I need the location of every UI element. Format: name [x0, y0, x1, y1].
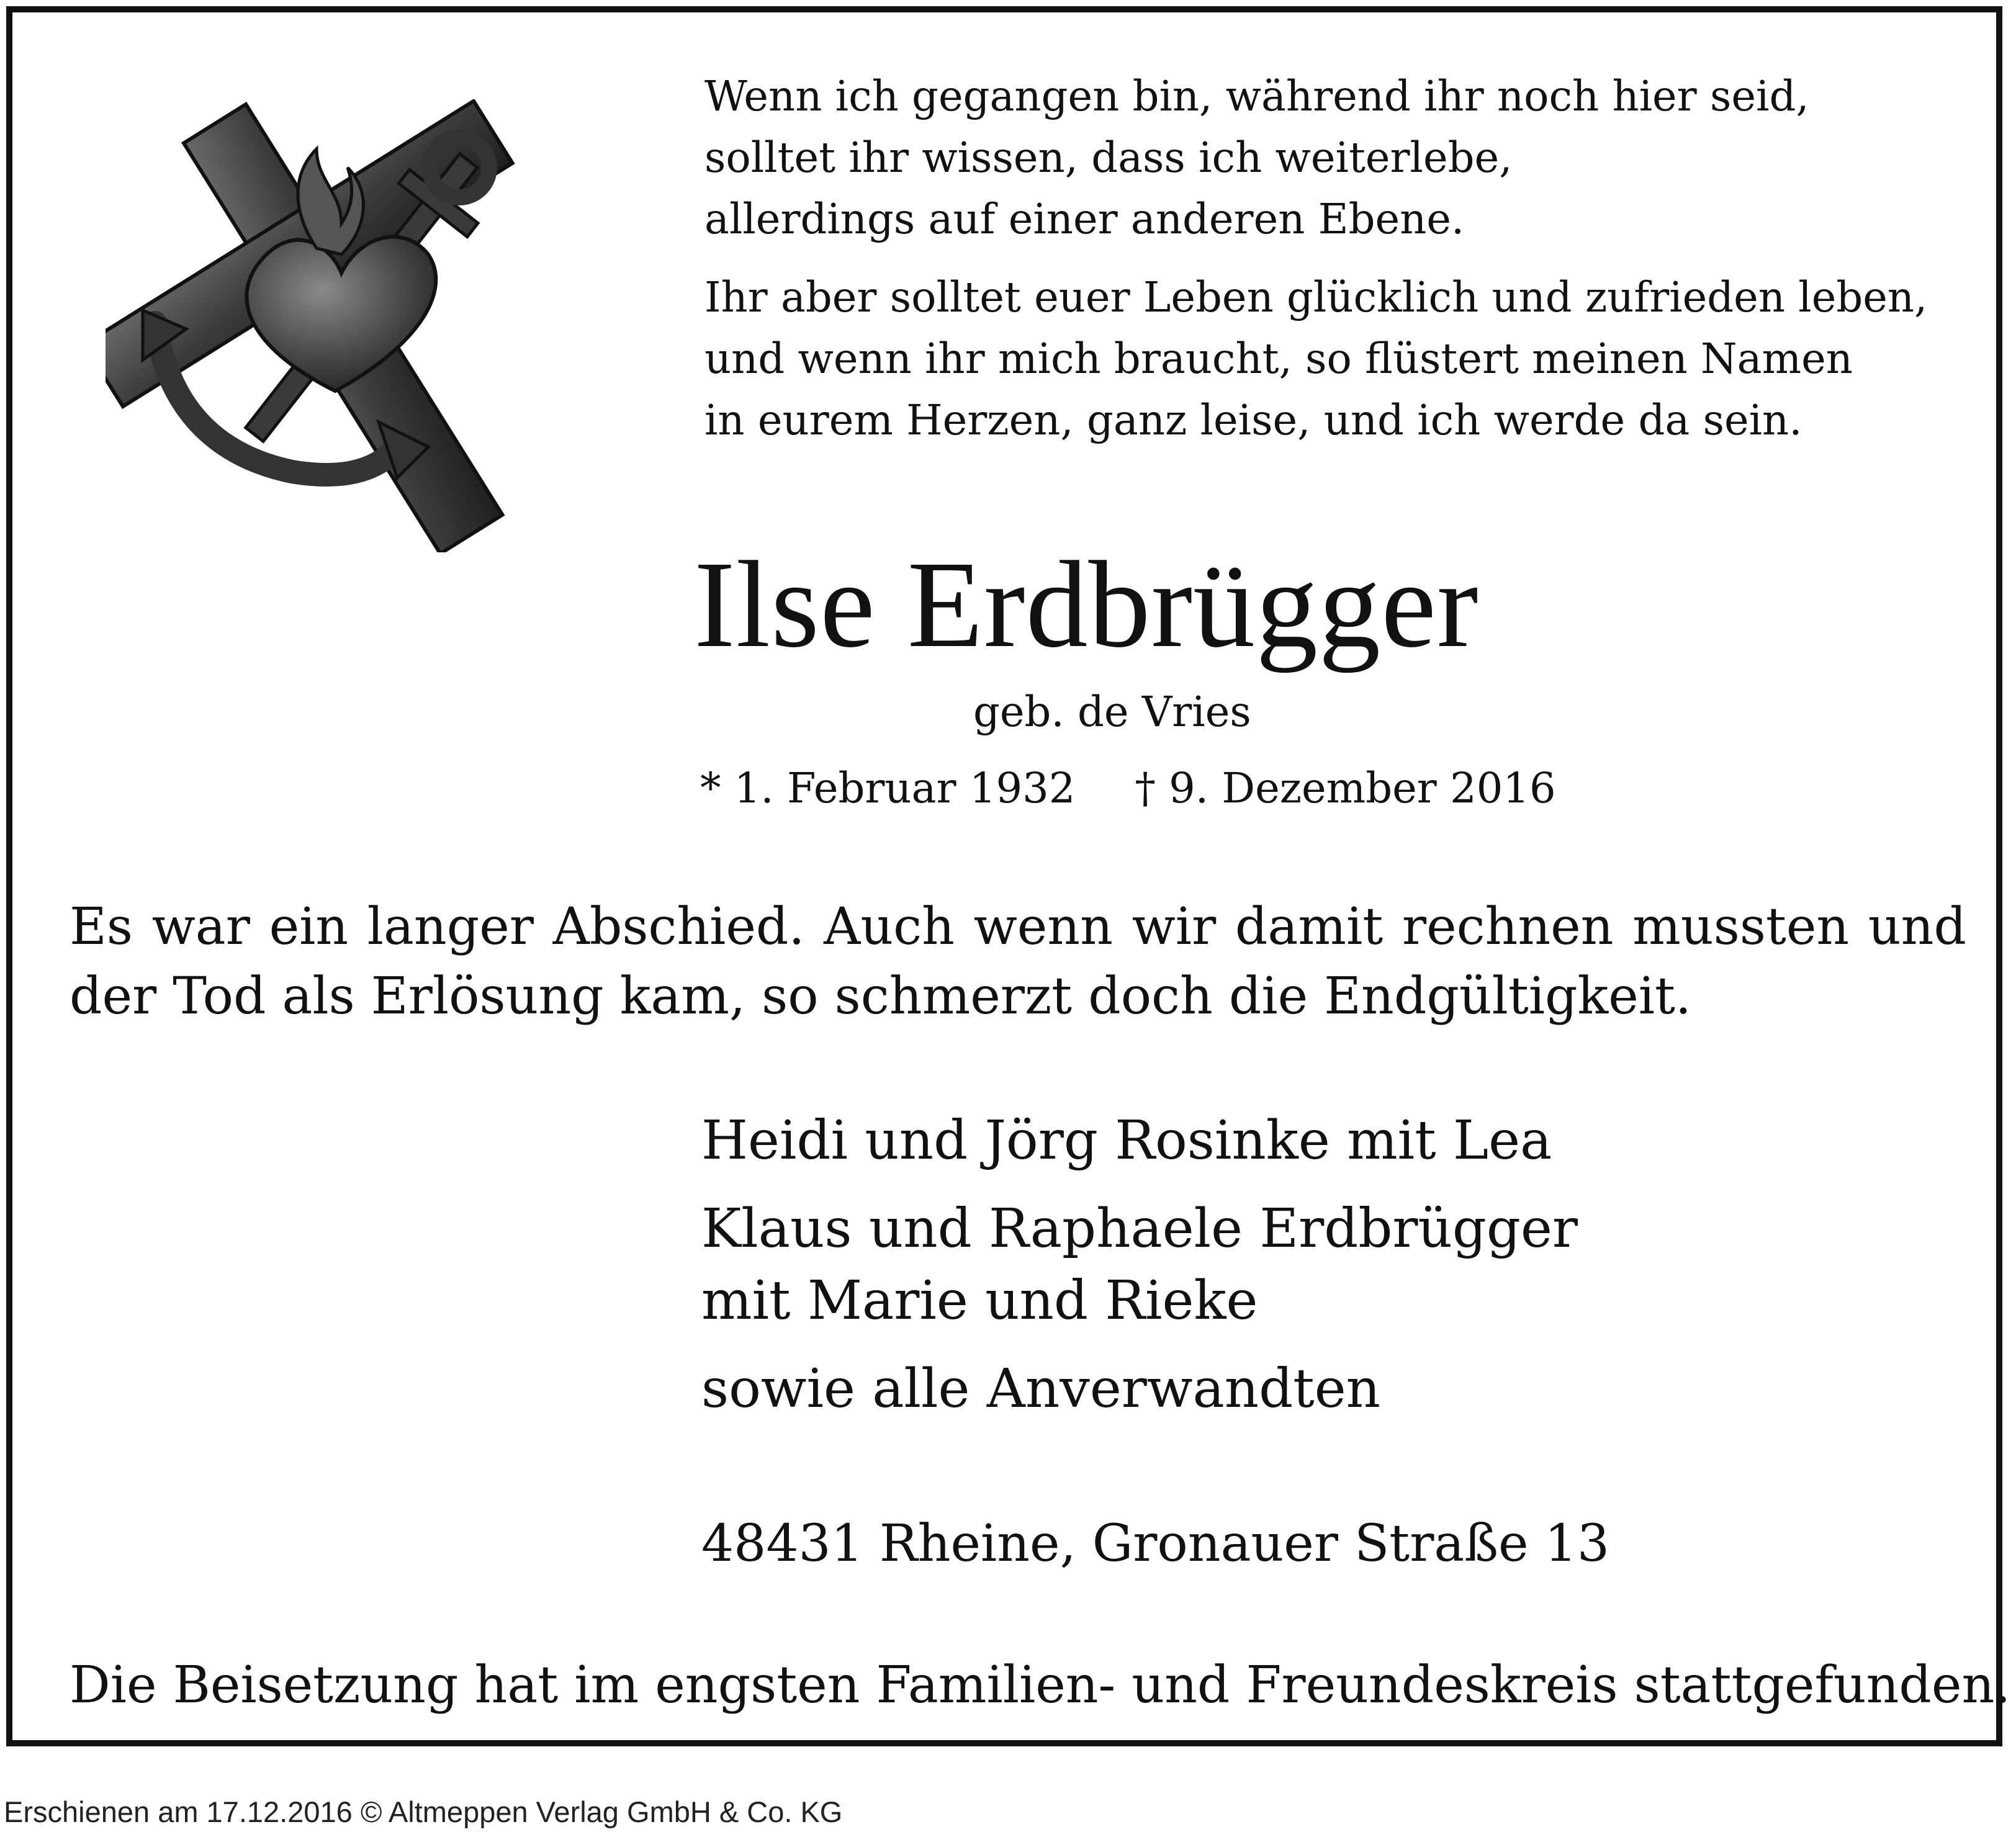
poem-stanza-2 [704, 267, 1996, 451]
poem-line: Ihr aber solltet euer Leben glücklich und zufrieden leben, [704, 273, 1928, 321]
family-address: 48431 Rheine, Gronauer Straße 13 [701, 1514, 1609, 1573]
birth-date: * 1. Februar 1932 [700, 764, 1076, 812]
mourners-list [701, 1105, 1578, 1425]
poem-line: allerdings auf einer anderen Ebene. [704, 195, 1465, 243]
mourner-line: mit Marie und Rieke [701, 1270, 1258, 1332]
mourner-line: Klaus und Raphaele Erdbrügger [701, 1198, 1578, 1260]
cross-anchor-heart-icon [106, 99, 577, 552]
life-dates [700, 760, 1556, 816]
deceased-name: Ilse Erdbrügger [694, 536, 1479, 673]
publication-footer: Erschienen am 17.12.2016 © Altmeppen Verlag GmbH & Co. KG [4, 1795, 843, 1828]
maiden-name: geb. de Vries [973, 688, 1251, 736]
burial-note: Die Beisetzung hat im engsten Familien- und Freundeskreis stattgefunden. [70, 1656, 2011, 1715]
farewell-text: Es war ein langer Abschied. Auch wenn wir damit rechnen mussten und der Tod als Erlösung kam, so schmerzt doch die Endgültigkeit. [70, 897, 1966, 1026]
poem-line: solltet ihr wissen, dass ich weiterlebe, [704, 133, 1513, 182]
death-date: † 9. Dezember 2016 [1135, 764, 1556, 812]
memorial-poem [704, 66, 1996, 451]
poem-stanza-1 [704, 66, 1996, 250]
mourner-line: sowie alle Anverwandten [701, 1358, 1381, 1420]
poem-line: in eurem Herzen, ganz leise, und ich werde da sein. [704, 396, 1802, 444]
mourner-line: Heidi und Jörg Rosinke mit Lea [701, 1110, 1552, 1172]
poem-line: Wenn ich gegangen bin, während ihr noch hier seid, [704, 72, 1809, 120]
poem-line: und wenn ihr mich braucht, so flüstert meinen Namen [704, 335, 1853, 383]
obituary-frame [6, 6, 2011, 1746]
